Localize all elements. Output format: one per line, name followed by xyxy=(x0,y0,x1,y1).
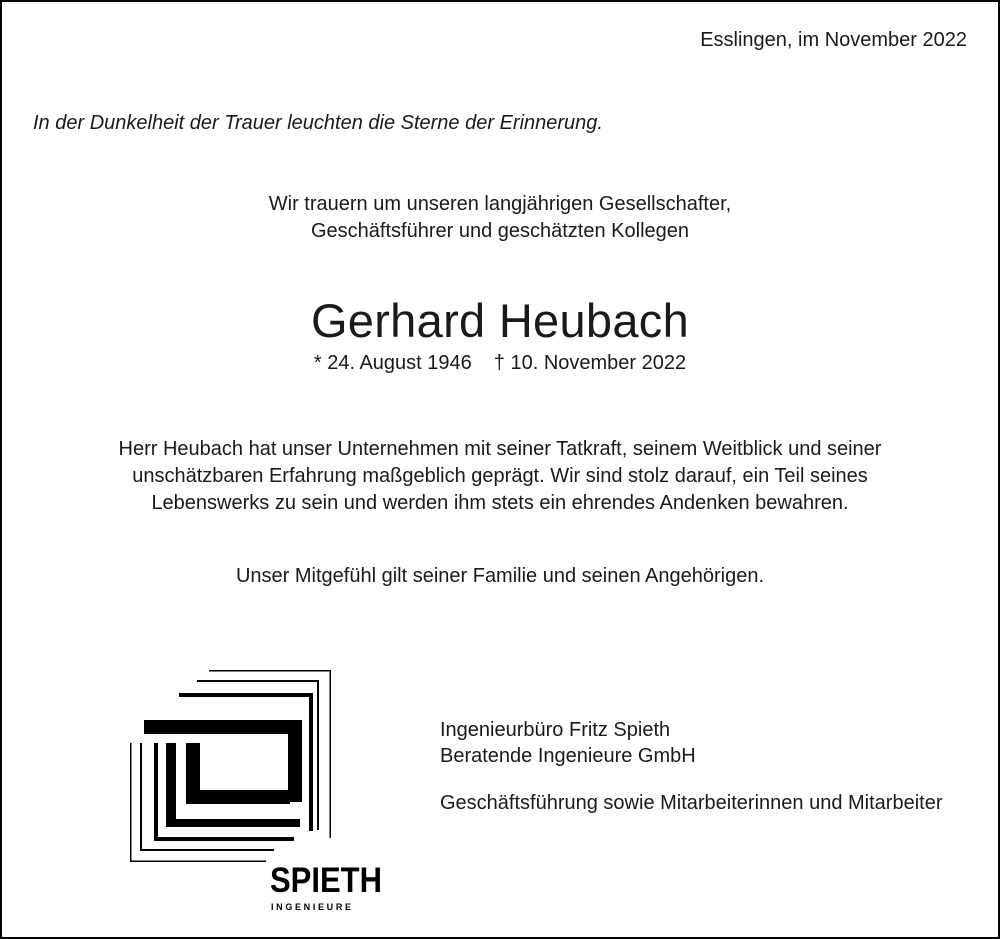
deceased-name: Gerhard Heubach xyxy=(310,294,690,347)
logo-mark xyxy=(130,670,331,862)
tribute-line: Lebenswerks zu sein und werden ihm stets ein ehrendes Andenken bewahren. xyxy=(151,492,849,514)
life-dates xyxy=(2,352,998,375)
company-name: Ingenieurbüro Fritz Spieth xyxy=(440,719,671,741)
tribute-line: Herr Heubach hat unser Unternehmen mit seiner Tatkraft, seinem Weitblick und seiner xyxy=(118,438,882,460)
death-date: † 10. November 2022 xyxy=(493,352,687,374)
tribute-text xyxy=(2,436,998,517)
tribute-line: unschätzbaren Erfahrung maßgeblich geprägt. Wir sind stolz darauf, ein Teil seines xyxy=(132,465,868,487)
condolence-text: Unser Mitgefühl gilt seiner Familie und seinen Angehörigen. xyxy=(235,565,765,587)
signatories: Geschäftsführung sowie Mitarbeiterinnen und Mitarbeiter xyxy=(440,792,943,814)
place-date: Esslingen, im November 2022 xyxy=(700,29,967,51)
company-legal-form: Beratende Ingenieure GmbH xyxy=(440,745,696,767)
motto-quote: In der Dunkelheit der Trauer leuchten die Sterne der Erinnerung. xyxy=(33,112,603,134)
birth-date: * 24. August 1946 xyxy=(313,352,472,374)
logo-wordmark: SPIETH xyxy=(270,861,382,900)
spieth-logo xyxy=(122,670,392,920)
intro-line: Wir trauern um unseren langjährigen Gesellschafter, xyxy=(268,193,732,215)
logo-subtitle: INGENIEURE xyxy=(271,902,351,912)
intro-line: Geschäftsführer und geschätzten Kollegen xyxy=(310,220,690,242)
intro-text xyxy=(2,191,998,245)
